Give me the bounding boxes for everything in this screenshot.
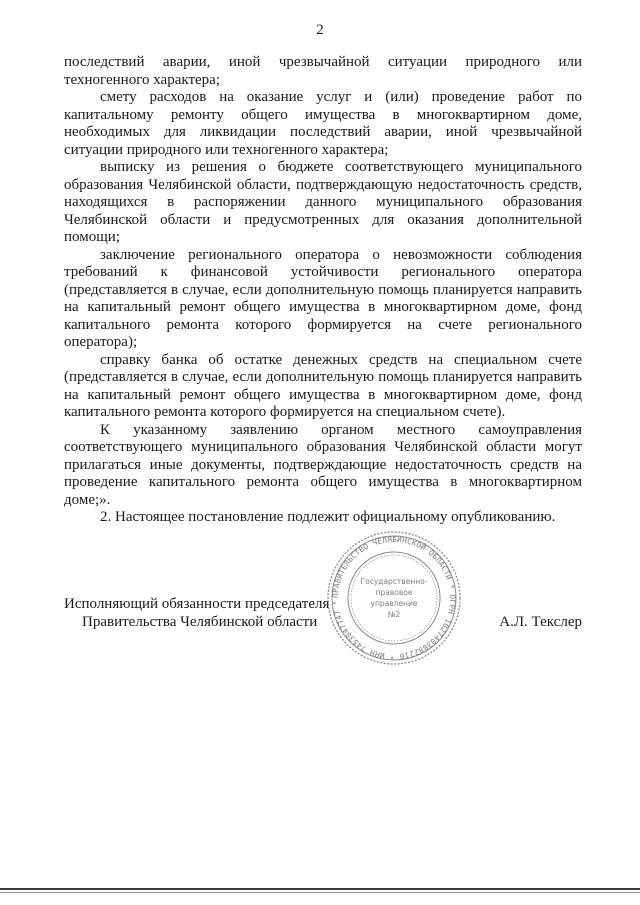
document-paragraph: заключение регионального оператора о невозможности соблюдения требований к финансовой устойчивости регионального оператора (представляется в случае, если дополнительную помощь планируется направить на капитальный ремонт общего имущества в многоквартирном доме, фонд капитального ремонта которого формируется на счете регионального оператора); bbox=[64, 246, 582, 350]
stamp-center-line4: №2 bbox=[387, 610, 401, 619]
document-paragraph: смету расходов на оказание услуг и (или) проведение работ по капитальному ремонту общего имущества в многоквартирном доме, необходимых для ликвидации последствий аварии, иной чрезвычайной ситуации природного или техногенного характера; bbox=[64, 89, 582, 158]
page-number: 2 bbox=[316, 22, 324, 38]
document-paragraph: выписку из решения о бюджете соответствующего муниципального образования Челябинской области, подтверждающую недостаточность средств, находящихся в распоряжении данного муниципального образования Челябинской области и предусмотренных для оказания дополнительной помощи; bbox=[64, 159, 582, 245]
signatory-title-line2: Правительства Челябинской области bbox=[82, 614, 318, 630]
stamp-ring-text: ПРАВИТЕЛЬСТВО ЧЕЛЯБИНСКОЙ ОБЛАСТИ * ОГРН 1027403882210 * ИНН 7453047747 * bbox=[330, 534, 458, 662]
official-stamp bbox=[326, 530, 462, 666]
document-paragraph: К указанному заявлению органом местного самоуправления соответствующего муниципального образования Челябинской области могут прилагаться иные документы, подтверждающие недостаточность средств на проведение капитального ремонта общего имущества в многоквартирном доме;». bbox=[64, 421, 582, 508]
document-paragraph: последствий аварии, иной чрезвычайной ситуации природного или техногенного характера; bbox=[64, 54, 582, 88]
page-bottom-rule-secondary bbox=[0, 892, 640, 893]
stamp-center-line2: правовое bbox=[375, 588, 413, 597]
signatory-title-line1: Исполняющий обязанности председателя bbox=[64, 596, 330, 612]
stamp-center-line1: Государственно- bbox=[360, 577, 428, 586]
stamp-center-line3: управление bbox=[370, 599, 418, 608]
document-body bbox=[64, 54, 582, 527]
document-paragraph: 2. Настоящее постановление подлежит официальному опубликованию. bbox=[100, 509, 556, 525]
signature-block bbox=[64, 595, 582, 631]
svg-text:ПРАВИТЕЛЬСТВО ЧЕЛЯБИНСКОЙ ОБЛА bbox=[331, 535, 457, 661]
page-bottom-rule bbox=[0, 888, 640, 890]
document-paragraph: справку банка об остатке денежных средств на специальном счете (представляется в случае, если дополнительную помощь планируется направить на капитальный ремонт общего имущества в многоквартирном доме, фонд капитального ремонта которого формируется на специальном счете). bbox=[64, 351, 582, 420]
signatory-name: А.Л. Текслер bbox=[499, 614, 582, 630]
